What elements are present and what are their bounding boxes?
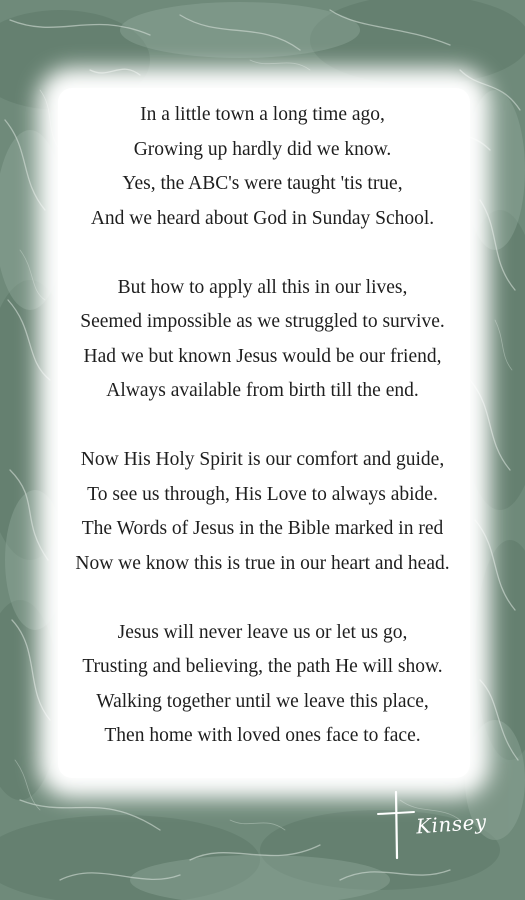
- poem-line: Trusting and believing, the path He will show.: [82, 656, 443, 677]
- poem-line: Then home with loved ones face to face.: [104, 725, 421, 746]
- stanza-2: [30, 271, 495, 409]
- stanza-4: [30, 616, 495, 754]
- poem-line: To see us through, His Love to always abide.: [87, 483, 438, 505]
- poem-line: The Words of Jesus in the Bible marked in red: [81, 518, 444, 539]
- poem-line: Always available from birth till the end.: [106, 380, 419, 401]
- poem-line: Now we know this is true in our heart and head.: [75, 552, 450, 574]
- poem-line: Jesus will never leave us or let us go,: [117, 621, 408, 643]
- poem-line: Seemed impossible as we struggled to survive.: [80, 311, 445, 332]
- poem-text: [30, 98, 495, 788]
- poem-line: In a little town a long time ago,: [140, 104, 385, 125]
- poem-line: Yes, the ABC's were taught 'tis true,: [122, 173, 403, 194]
- poem-line: Growing up hardly did we know.: [133, 138, 392, 160]
- cross-icon: [376, 790, 416, 860]
- poem-line: Now His Holy Spirit is our comfort and guide,: [80, 449, 445, 470]
- poem-line: Walking together until we leave this place,: [96, 690, 429, 712]
- poem-line: Had we but known Jesus would be our friend,: [83, 345, 442, 367]
- signature: [376, 790, 496, 860]
- stanza-1: [30, 98, 495, 236]
- signature-name: Kinsey: [415, 809, 488, 839]
- stanza-3: [30, 443, 495, 581]
- poem-line: But how to apply all this in our lives,: [117, 276, 408, 298]
- poem-line: And we heard about God in Sunday School.: [90, 207, 435, 229]
